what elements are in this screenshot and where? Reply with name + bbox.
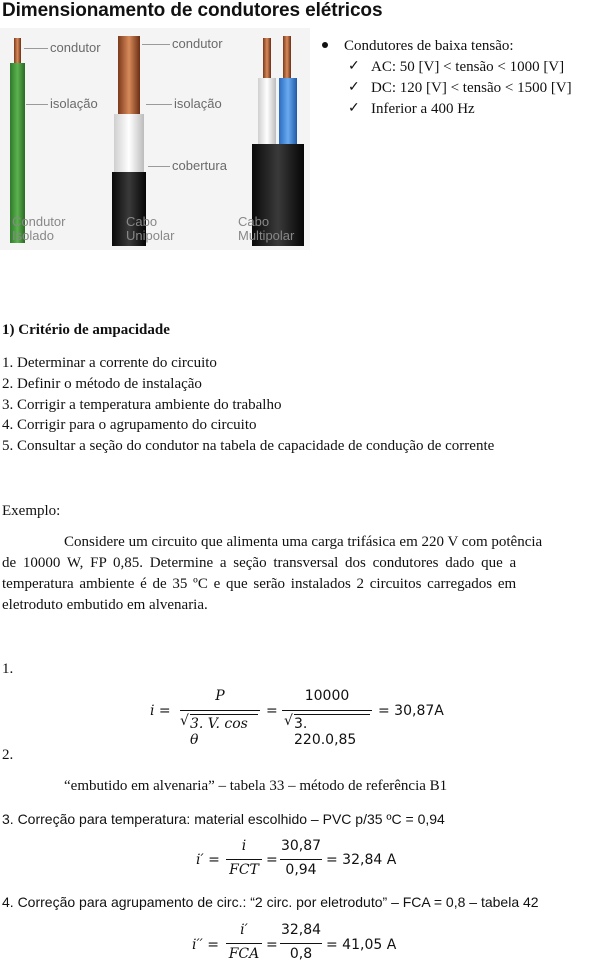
eq2-lhs: i′ = (196, 852, 220, 868)
solution-step-2: 2. (2, 747, 14, 763)
caption-condutor: Condutor (12, 214, 66, 229)
eq3-equals: = (266, 937, 278, 953)
label-condutor-left: condutor (50, 40, 101, 55)
step2-text: “embutido em alvenaria” – tabela 33 – método de referência B1 (64, 778, 448, 794)
check-icon: ✓ (348, 80, 360, 95)
eq3-den2: 0,8 (289, 946, 313, 962)
eq2-den2: 0,94 (285, 862, 317, 878)
step-item: 5. Consultar a seção do condutor na tabela de capacidade de condução de corrente (2, 438, 495, 454)
eq2-fracline-1 (226, 859, 262, 860)
caption-cabo-1: Cabo (126, 214, 158, 229)
eq3-num2: 32,84 (280, 922, 322, 938)
caption-multipolar: Multipolar (238, 228, 295, 243)
step-item: 1. Determinar a corrente do circuito (2, 355, 217, 371)
bullet-dot (322, 42, 328, 48)
eq1-fracline-2 (282, 710, 372, 711)
label-cobertura: cobertura (172, 158, 227, 173)
page-title: Dimensionamento de condutores elétricos (2, 0, 383, 21)
eq2-equals: = (266, 852, 278, 868)
eq3-den1: FCA (228, 946, 260, 962)
check-icon: ✓ (348, 59, 360, 74)
eq2-num1: i (241, 838, 247, 854)
example-line: eletroduto embutido em alvenaria. (2, 597, 208, 613)
label-isolacao-mid: isolação (174, 96, 222, 111)
eq3-result: = 41,05 A (326, 937, 397, 953)
step-item: 3. Corrigir a temperatura ambiente do trabalho (2, 397, 282, 413)
step3-text: 3. Correção para temperatura: material escolhido – PVC p/35 ºC = 0,94 (2, 811, 445, 827)
copper-core (14, 38, 21, 63)
eq1-num1: P (215, 688, 225, 704)
section-heading: 1) Critério de ampacidade (2, 322, 170, 338)
eq3-num1: i′ (240, 922, 248, 938)
eq3-fracline-2 (280, 943, 322, 944)
caption-cabo-2: Cabo (238, 214, 270, 229)
example-line: temperatura ambiente é de 35 ºC e que serão instalados 2 circuitos carregados em (2, 576, 517, 592)
eq1-fracline-1 (180, 710, 260, 711)
sqrt-icon: √ (180, 713, 189, 729)
eq3-lhs: i′′ = (192, 937, 220, 953)
solution-step-1: 1. (2, 661, 14, 677)
bullet-heading: Condutores de baixa tensão: (344, 38, 514, 54)
label-condutor-mid: condutor (172, 36, 223, 51)
caption-isolado: Isolado (12, 228, 54, 243)
eq1-equals: = (266, 703, 278, 719)
eq1-den1: 3. V. cos θ (190, 716, 248, 748)
step-item: 4. Corrigir para o agrupamento do circuito (2, 417, 257, 433)
label-isolacao-left: isolação (50, 96, 98, 111)
sqrt-icon: √ (284, 713, 293, 729)
eq1-den2: 3. 220.0,85 (294, 716, 357, 748)
eq1-result: = 30,87A (378, 703, 444, 719)
eq1-num2: 10000 (304, 688, 350, 704)
cable-types-figure (0, 28, 310, 250)
example-line: de 10000 W, FP 0,85. Determine a seção transversal dos condutores dado que a (2, 555, 517, 571)
eq2-num2: 30,87 (280, 838, 322, 854)
step-item: 2. Definir o método de instalação (2, 376, 202, 392)
example-line: Considere um circuito que alimenta uma carga trifásica em 220 V com potência (64, 534, 543, 550)
bullet-item: Inferior a 400 Hz (371, 101, 475, 117)
example-label: Exemplo: (2, 503, 61, 519)
eq3-fracline-1 (226, 943, 262, 944)
bullet-item: AC: 50 [V] < tensão < 1000 [V] (371, 59, 565, 75)
bullet-item: DC: 120 [V] < tensão < 1500 [V] (371, 80, 572, 96)
eq1-lhs: i = (150, 703, 171, 719)
eq2-fracline-2 (280, 859, 322, 860)
eq2-result: = 32,84 A (326, 852, 397, 868)
step4-text: 4. Correção para agrupamento de circ.: “2 circ. por eletroduto” – FCA = 0,8 – tabela 42 (2, 894, 539, 910)
caption-unipolar: Unipolar (126, 228, 175, 243)
check-icon: ✓ (348, 101, 360, 116)
eq2-den1: FCT (229, 862, 259, 878)
